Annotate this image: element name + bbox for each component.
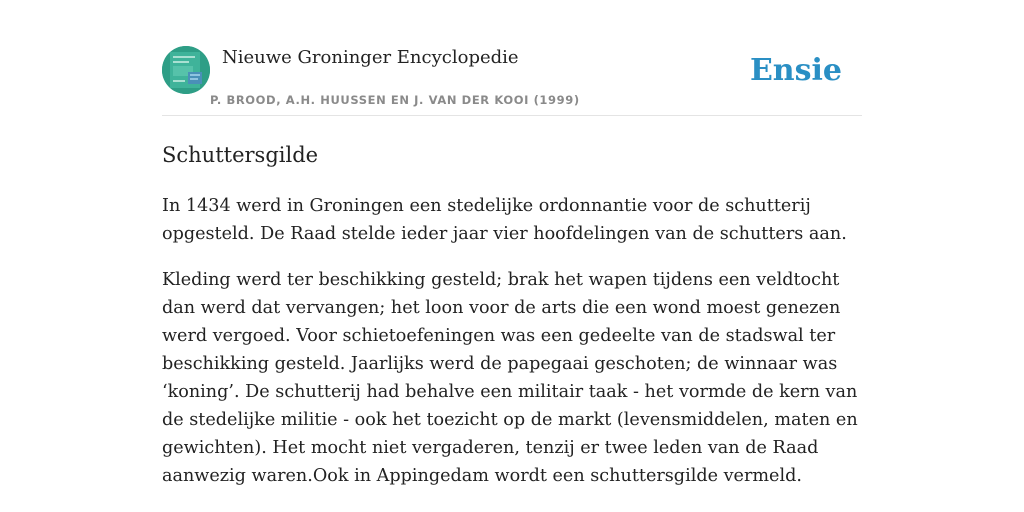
book-cover-image[interactable] (162, 46, 210, 94)
book-authors: P. BROOD, A.H. HUUSSEN EN J. VAN DER KOOI (1999) (210, 93, 580, 107)
article-title: Schuttersgilde (162, 143, 319, 167)
article-body (162, 192, 866, 508)
ensie-logo[interactable]: Ensie (749, 53, 842, 88)
book-title[interactable]: Nieuwe Groninger Encyclopedie (222, 47, 519, 68)
header-divider (162, 115, 862, 116)
book-cover-art (162, 46, 210, 94)
article-paragraph: Kleding werd ter beschikking gesteld; brak het wapen tijdens een veldtocht dan werd dat vervangen; het loon voor de arts die een wond moest genezen werd vergoed. Voor schietoefeningen was een gedeelte van de stadswal ter beschikking gesteld. Jaarlijks werd de papegaai geschoten; de winnaar was ‘koning’. De schutterij had behalve een militair taak - het vormde de kern van de stedelijke militie - ook het toezicht op de markt (levensmiddelen, maten en gewichten). Het mocht niet vergaderen, tenzij er twee leden van de Raad aanwezig waren.Ook in Appingedam wordt een schuttersgilde vermeld. (162, 270, 858, 486)
article-paragraph: In 1434 werd in Groningen een stedelijke ordonnantie voor de schutterij opgesteld. De Raad stelde ieder jaar vier hoofdelingen van de schutters aan. (162, 196, 847, 244)
book-header (162, 46, 862, 116)
